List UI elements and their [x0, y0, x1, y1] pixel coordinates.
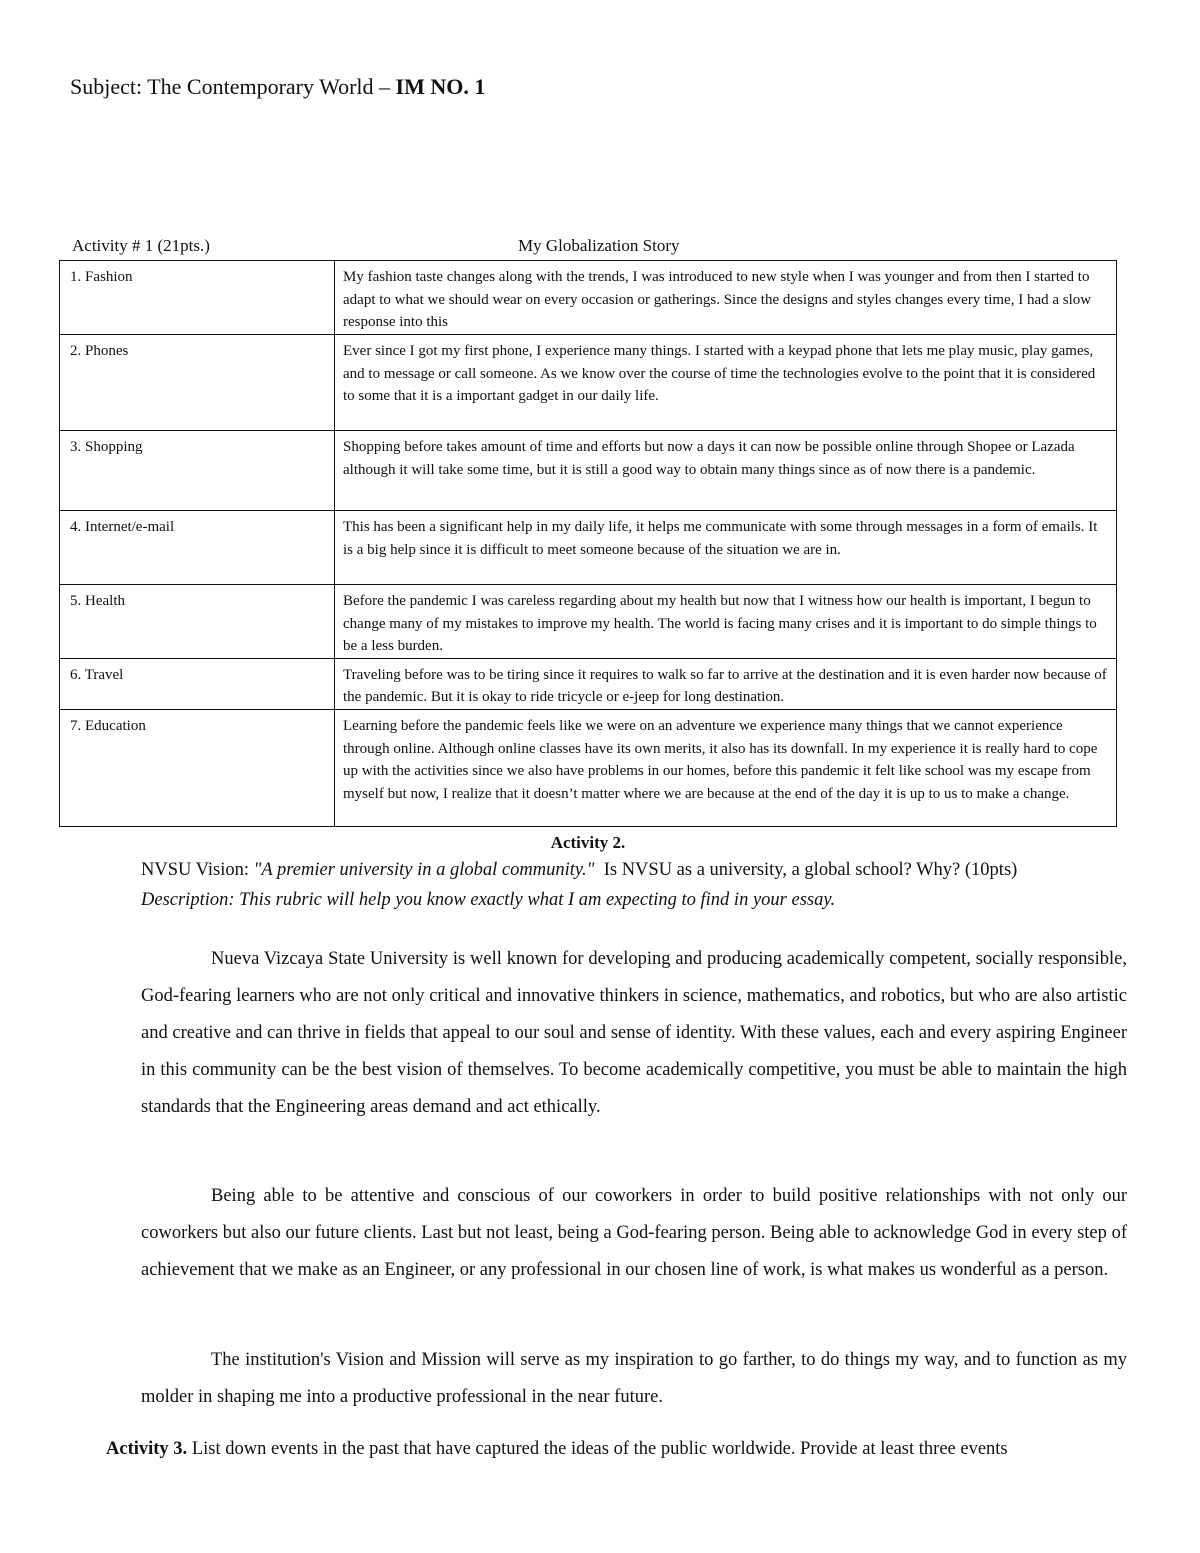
globalization-story-table — [59, 260, 1117, 827]
table-row — [60, 511, 1117, 585]
activity3-text: List down events in the past that have captured the ideas of the public worldwide. Provide at least three events — [187, 1439, 1008, 1459]
row-topic: 2. Phones — [60, 335, 335, 431]
row-topic: 4. Internet/e-mail — [60, 511, 335, 585]
activity3-title: Activity 3. — [106, 1439, 188, 1459]
table-row — [60, 585, 1117, 659]
table-row — [60, 431, 1117, 511]
vision-quote: "A premier university in a global community." — [253, 860, 595, 880]
row-story: Ever since I got my first phone, I experience many things. I started with a keypad phone that lets me play music, play games, and to message or call someone. As we know over the course of time the technologies evolve to the point that it is considered to some that it is a important gadget in our daily life. — [335, 335, 1117, 431]
activity1-title: My Globalization Story — [518, 236, 680, 255]
row-story: My fashion taste changes along with the trends, I was introduced to new style when I was younger and from then I started to adapt to what we should wear on every occasion or gatherings. Since the designs and styles changes every time, I had a slow response into this — [335, 261, 1117, 335]
table-row — [60, 709, 1117, 826]
essay-paragraph: The institution's Vision and Mission will serve as my inspiration to go farther, to do things my way, and to function as my molder in shaping me into a productive professional in the near future. — [141, 1350, 1127, 1407]
table-row — [60, 335, 1117, 431]
activity2-title: Activity 2. — [550, 833, 626, 852]
activity1-label: Activity # 1 (21pts.) — [72, 236, 210, 255]
rubric-description: Description: This rubric will help you know exactly what I am expecting to find in your essay. — [141, 890, 836, 910]
row-story: Traveling before was to be tiring since it requires to walk so far to arrive at the destination and it is even harder now because of the pandemic. But it is okay to ride tricycle or e-jeep for long destination. — [335, 658, 1117, 709]
subject-im-number: IM NO. 1 — [395, 74, 486, 99]
row-topic: 1. Fashion — [60, 261, 335, 335]
row-topic: 7. Education — [60, 709, 335, 826]
essay-paragraph: Nueva Vizcaya State University is well known for developing and producing academically competent, socially responsible, God-fearing learners who are not only critical and innovative thinkers in science, mathematics, and robotics, but who are also artistic and creative and can thrive in fields that appeal to our soul and sense of identity. With these values, each and every aspiring Engineer in this community can be the best vision of themselves. To become academically competitive, you must be able to maintain the high standards that the Engineering areas demand and act ethically. — [141, 949, 1127, 1117]
vision-question — [141, 860, 1017, 881]
table-row — [60, 261, 1117, 335]
row-topic: 3. Shopping — [60, 431, 335, 511]
row-story: Learning before the pandemic feels like we were on an adventure we experience many things that we cannot experience through online. Although online classes have its own merits, it also has its downfall. In my experience it is really hard to cope up with the activities since we also have problems in our homes, before this pandemic it felt like school was my escape from myself but now, I realize that it doesn’t matter where we are because at the end of the day it is up to us to make a change. — [335, 709, 1117, 826]
row-topic: 6. Travel — [60, 658, 335, 709]
vision-question-text: Is NVSU as a university, a global school? Why? (10pts) — [594, 860, 1018, 880]
row-story: Shopping before takes amount of time and efforts but now a days it can now be possible online through Shopee or Lazada although it will take some time, but it is still a good way to obtain many things since as of now there is a pandemic. — [335, 431, 1117, 511]
table-row — [60, 658, 1117, 709]
row-topic: 5. Health — [60, 585, 335, 659]
activity3-prompt — [106, 1439, 1008, 1460]
subject-text: Subject: The Contemporary World – — [70, 74, 396, 99]
row-story: This has been a significant help in my daily life, it helps me communicate with some through messages in a form of emails. It is a big help since it is difficult to meet someone because of the situation we are in. — [335, 511, 1117, 585]
document-subject — [70, 74, 485, 100]
row-story: Before the pandemic I was careless regarding about my health but now that I witness how our health is important, I begun to change many of my mistakes to improve my health. The world is facing many crises and it is important to do simple things to be a less burden. — [335, 585, 1117, 659]
essay-paragraph: Being able to be attentive and conscious of our coworkers in order to build positive relationships with not only our coworkers but also our future clients. Last but not least, being a God-fearing person. Being able to acknowledge God in every step of achievement that we make as an Engineer, or any professional in our chosen line of work, is what makes us wonderful as a person. — [141, 1186, 1127, 1280]
vision-prefix: NVSU Vision: — [141, 860, 254, 880]
